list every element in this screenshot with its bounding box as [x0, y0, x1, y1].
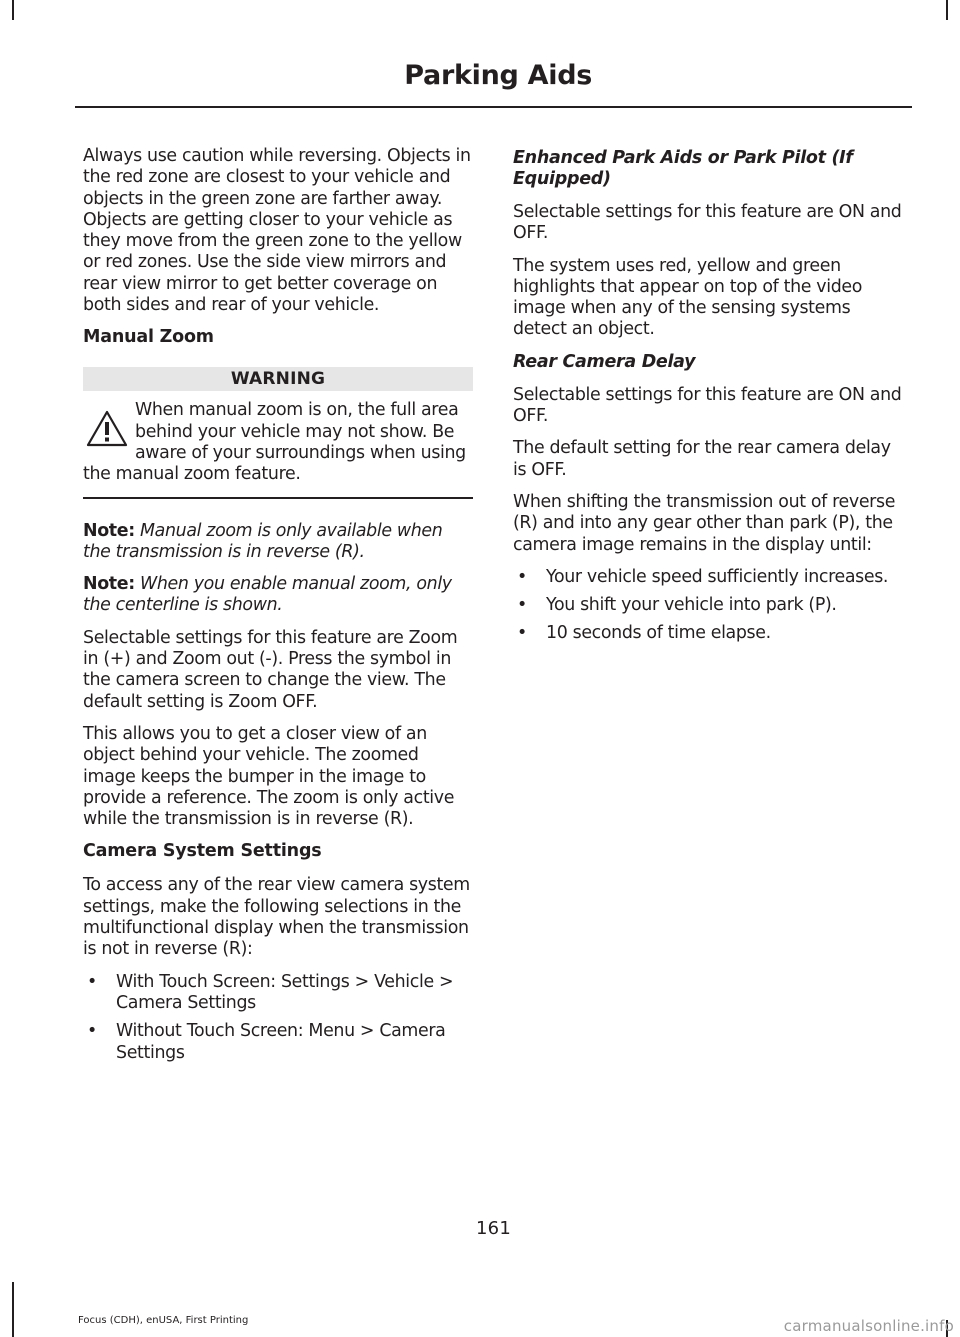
warning-text	[83, 400, 473, 485]
watermark: carmanualsonline.info	[783, 1317, 954, 1335]
enhanced-paragraph-1: Selectable settings for this feature are ON and OFF.	[513, 202, 902, 244]
note-label: Note:	[83, 574, 135, 595]
enhanced-park-aids-heading: Enhanced Park Aids or Park Pilot (If Equipped)	[513, 148, 853, 189]
list-item-text: You shift your vehicle into park (P).	[546, 595, 837, 616]
page-number: 161	[476, 1218, 511, 1239]
warning-triangle-icon	[85, 409, 129, 449]
list-item	[513, 623, 907, 644]
delay-paragraph-3: When shifting the transmission out of reverse (R) and into any gear other than park (P), the camera image remains in the display until:	[513, 491, 896, 555]
right-column	[513, 146, 907, 652]
note-centerline	[83, 574, 473, 617]
footer-edition: Focus (CDH), enUSA, First Printing	[78, 1315, 249, 1326]
warning-rule	[83, 497, 473, 499]
note-zoom-availability	[83, 521, 473, 564]
delay-conditions-list	[513, 567, 907, 645]
warning-body	[83, 391, 473, 485]
warning-box	[83, 367, 473, 498]
note-text: When you enable manual zoom, only the centerline is shown.	[83, 574, 452, 616]
crop-mark-bottom-left	[12, 1282, 14, 1337]
bullet: •	[517, 595, 527, 616]
list-item	[513, 595, 907, 616]
note-label: Note:	[83, 520, 135, 541]
warning-text-content: When manual zoom is on, the full area behind your vehicle may not show. Be aware of your surroundings when using the manual zoom feature.	[83, 400, 466, 485]
enhanced-paragraph-2: The system uses red, yellow and green highlights that appear on top of the video image when any of the sensing systems detect an object.	[513, 255, 863, 340]
bullet: •	[87, 1021, 97, 1042]
intro-paragraph: Always use caution while reversing. Objects in the red zone are closest to your vehicle and objects in the green zone are farther away. Objects are getting closer to your vehicle as they move from the green zone to the yellow or red zones. Use the side view mirrors and rear view mirror to get better coverage on both sides and rear of your vehicle.	[83, 146, 471, 316]
list-item-text: Your vehicle speed sufficiently increases.	[546, 566, 889, 587]
page-title: Parking Aids	[404, 60, 592, 91]
crop-mark-top-left	[12, 0, 14, 20]
bullet: •	[87, 971, 97, 992]
warning-label: WARNING	[83, 367, 473, 391]
delay-paragraph-2: The default setting for the rear camera delay is OFF.	[513, 438, 891, 480]
zoom-description-paragraph: This allows you to get a closer view of an object behind your vehicle. The zoomed image keeps the bumper in the image to provide a reference. The zoom is only active while the transmission is in reverse (R).	[83, 723, 455, 830]
bullet: •	[517, 566, 527, 587]
list-item-text: With Touch Screen: Settings > Vehicle > Camera Settings	[116, 971, 454, 1013]
note-text: Manual zoom is only available when the transmission is in reverse (R).	[83, 520, 443, 562]
list-item	[83, 972, 473, 1015]
list-item-text: 10 seconds of time elapse.	[546, 623, 771, 644]
camera-settings-paragraph: To access any of the rear view camera system settings, make the following selections in the multifunctional display when the transmission is not in reverse (R):	[83, 875, 470, 960]
delay-paragraph-1: Selectable settings for this feature are ON and OFF.	[513, 384, 902, 427]
zoom-settings-paragraph: Selectable settings for this feature are Zoom in (+) and Zoom out (-). Press the symbol in the camera screen to change the view. The default setting is Zoom OFF.	[83, 627, 458, 712]
list-item	[83, 1021, 473, 1064]
list-item-text: Without Touch Screen: Menu > Camera Settings	[116, 1021, 446, 1063]
list-item	[513, 567, 907, 588]
bullet: •	[517, 623, 527, 644]
camera-settings-heading: Camera System Settings	[83, 841, 322, 862]
rear-camera-delay-heading: Rear Camera Delay	[513, 351, 696, 372]
header-rule	[75, 106, 912, 108]
left-column	[83, 146, 473, 1071]
camera-settings-list	[83, 972, 473, 1064]
manual-zoom-heading: Manual Zoom	[83, 327, 214, 348]
crop-mark-top-right	[946, 0, 948, 20]
